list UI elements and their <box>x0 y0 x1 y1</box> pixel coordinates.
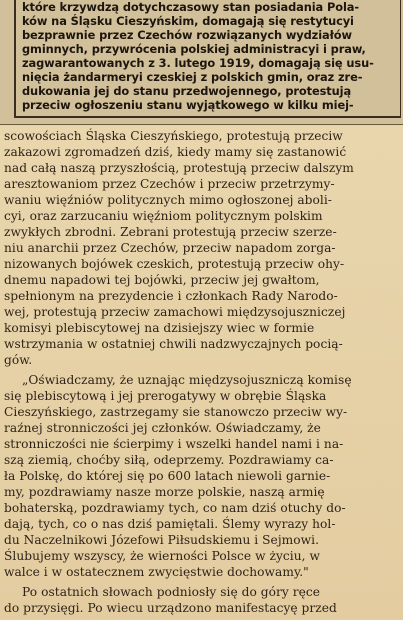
body-text-line: Cieszyńskiego, zastrzegamy sie stanowczo przeciw wy- <box>4 405 348 419</box>
body-text-line: aresztowaniom przez Czechów i przeciw przetrzymy- <box>4 177 335 191</box>
body-text-line: komisyi plebiscytowej na dzisiejszy wiec w formie <box>4 321 315 335</box>
body-text-line: zwykłych zbrodni. Zebrani protestują przeciw szerze- <box>4 225 337 239</box>
article-body <box>0 126 403 620</box>
body-text-line: raźnej stronniczości jej członków. Oświadczamy, że <box>4 421 321 435</box>
boxed-resolution-block <box>0 0 403 125</box>
body-text-line: do przysięgi. Po wiecu urządzono manifestacyę przed <box>4 601 337 615</box>
quote-start-line: „Oświadczamy, że uznając międzysojuszniczą komisę <box>22 373 352 387</box>
boxed-text-line: ków na Śląsku Cieszyńskim, domagają się restytucyi <box>22 14 354 28</box>
body-text-line: Ślubujemy wszyscy, że wierności Polsce w życiu, w <box>4 549 320 563</box>
boxed-text-line: gminnych, przywrócenia polskiej administracyi i praw, <box>22 42 366 56</box>
boxed-text-line: które krzywdzą dotychczasowy stan posiadania Pola- <box>22 0 359 14</box>
body-text-line: dnemu napadowi tej bojówki, przeciw jej gwałtom, <box>4 273 320 287</box>
body-text-line: scowościach Śląska Cieszyńskiego, protestują przeciw <box>4 129 343 143</box>
body-text-line: gów. <box>4 353 33 367</box>
body-text-line: cyi, oraz zarzucaniu więźniom politycznym polskim <box>4 209 323 223</box>
body-text-line: nad całą naszą przyszłością, protestują przeciw dalszym <box>4 161 354 175</box>
body-text-line: spełnionym na prezydencie i członkach Rady Narodo- <box>4 289 338 303</box>
body-text-line: waniu więźniów politycznych mimo ogłoszonej aboli- <box>4 193 332 207</box>
boxed-text-line: bezprawnie przez Czechów rozwiązanych wydziałów <box>22 28 352 42</box>
body-text-line: du Naczelnikowi Józefowi Piłsudskiemu i Sejmowi. <box>4 533 319 547</box>
body-text-line: bohaterską, pozdrawiamy tych, co nam dziś otuchy do- <box>4 501 346 515</box>
boxed-text-line: nięcia żandarmeryi czeskiej z polskich gmin, oraz zre- <box>22 70 363 84</box>
boxed-resolution-frame <box>14 0 401 118</box>
body-text-line: niu anarchii przez Czechów, przeciw napadom zorga- <box>4 241 336 255</box>
body-text-line: ła Polskę, do której się po 600 latach niewoli garnie- <box>4 469 331 483</box>
body-text-line: szą ziemią, choćby siłą, odeprzemy. Pozdrawiamy ca- <box>4 453 334 467</box>
body-text-line: dają, tych, co o nas dziś pamiętali. Ślemy wyrazy hol- <box>4 517 336 531</box>
boxed-text-line: dukowania jej do stanu przedwojennego, protestują <box>22 84 352 98</box>
body-text-line: stronniczości nie ścierpimy i wszelki handel nami i na- <box>4 437 344 451</box>
body-text-line: wej, protestują przeciw zamachowi międzysojuszniczej <box>4 305 346 319</box>
body-text-line: nizowanych bojówek czeskich, protestują przeciw ohy- <box>4 257 345 271</box>
body-text-line: zakazowi zgromadzeń dziś, kiedy mamy się zastanowić <box>4 145 347 159</box>
body-text-line: walce i w ostatecznem zwycięstwie dochowamy." <box>4 565 309 579</box>
body-text-line: się plebiscytową i jej prerogatywy w obrębie Śląska <box>4 389 327 403</box>
body-text-line: my, pozdrawiamy nasze morze polskie, naszą armię <box>4 485 325 499</box>
boxed-text-line: zagwarantowanych z 3. lutego 1919, domagają się usu- <box>22 56 374 70</box>
boxed-text-line: przeciw ogłoszeniu stanu wyjątkowego w kilku miej- <box>22 98 354 112</box>
body-text-line: wstrzymania w ostatniej chwili nadzwyczajnych pocią- <box>4 337 343 351</box>
paragraph-start-line: Po ostatnich słowach podniosły się do góry ręce <box>22 585 321 599</box>
